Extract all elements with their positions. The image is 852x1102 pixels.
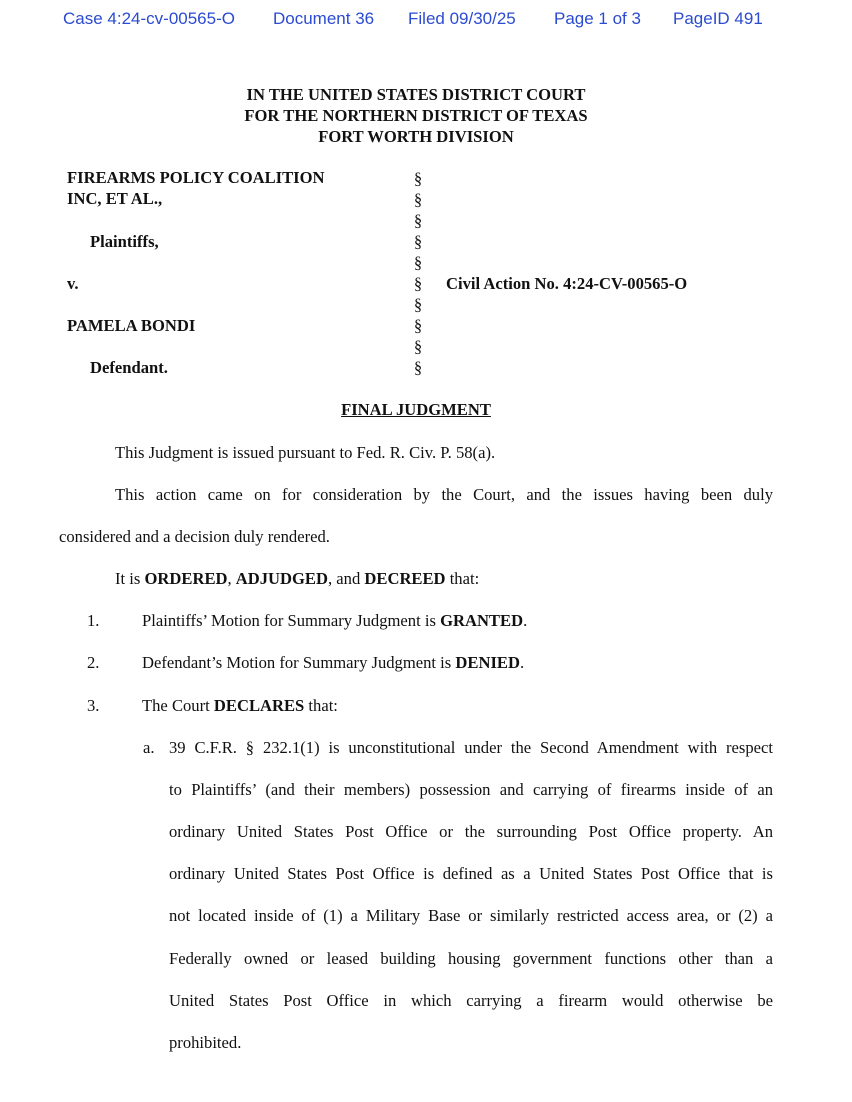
plaintiffs-label: Plaintiffs, <box>90 232 159 251</box>
section-symbol: § <box>413 316 423 335</box>
document-title: FINAL JUDGMENT <box>341 400 491 419</box>
case-number: Case 4:24-cv-00565-O <box>63 9 235 28</box>
section-symbol: § <box>413 169 423 188</box>
court-heading <box>0 84 832 147</box>
plaintiff-name-line-2: INC, ET AL., <box>67 189 163 208</box>
section-symbol: § <box>413 190 423 209</box>
section-symbol: § <box>413 358 423 377</box>
section-symbol: § <box>413 253 423 272</box>
filed-date: Filed 09/30/25 <box>408 9 516 28</box>
subitem-line: ordinary United States Post Office or the surrounding Post Office property. An <box>169 822 773 841</box>
section-symbol-column <box>412 168 424 378</box>
paragraph-consideration-line-1: This action came on for consideration by the Court, and the issues having been duly <box>115 485 773 504</box>
paragraph-ordered: It is ORDERED, ADJUDGED, and DECREED that: <box>115 569 480 588</box>
list-item-number: 2. <box>87 653 100 672</box>
filing-header <box>0 9 852 33</box>
subitem-line: 39 C.F.R. § 232.1(1) is unconstitutional under the Second Amendment with respect <box>169 738 773 757</box>
page-id: PageID 491 <box>673 9 763 28</box>
subitem-line: prohibited. <box>169 1033 242 1052</box>
defendant-name: PAMELA BONDI <box>67 316 196 335</box>
subitem-line: to Plaintiffs’ (and their members) possession and carrying of firearms inside of an <box>169 780 773 799</box>
list-item: Plaintiffs’ Motion for Summary Judgment is GRANTED. <box>142 611 528 630</box>
page-indicator: Page 1 of 3 <box>554 9 641 28</box>
subitem-line: United States Post Office in which carrying a firearm would otherwise be <box>169 991 773 1010</box>
paragraph-consideration-line-2: considered and a decision duly rendered. <box>59 527 330 546</box>
subitem-line: Federally owned or leased building housing government functions other than a <box>169 949 773 968</box>
court-line-1: IN THE UNITED STATES DISTRICT COURT <box>246 85 586 104</box>
list-item-number: 3. <box>87 696 100 715</box>
court-line-2: FOR THE NORTHERN DISTRICT OF TEXAS <box>244 106 588 125</box>
plaintiff-name-line-1: FIREARMS POLICY COALITION <box>67 168 325 187</box>
defendant-label: Defendant. <box>90 358 168 377</box>
subitem-line: ordinary United States Post Office is defined as a United States Post Office that is <box>169 864 773 883</box>
section-symbol: § <box>413 274 423 293</box>
list-item: Defendant’s Motion for Summary Judgment is DENIED. <box>142 653 525 672</box>
list-item-number: 1. <box>87 611 100 630</box>
court-line-3: FORT WORTH DIVISION <box>318 127 514 146</box>
section-symbol: § <box>413 211 423 230</box>
section-symbol: § <box>413 337 423 356</box>
paragraph-rule-58: This Judgment is issued pursuant to Fed. R. Civ. P. 58(a). <box>115 443 496 462</box>
section-symbol: § <box>413 232 423 251</box>
document-number: Document 36 <box>273 9 375 28</box>
section-symbol: § <box>413 295 423 314</box>
civil-action-number: Civil Action No. 4:24-CV-00565-O <box>446 274 688 293</box>
subitem-line: not located inside of (1) a Military Base or similarly restricted access area, or (2) a <box>169 906 773 925</box>
list-item: The Court DECLARES that: <box>142 696 338 715</box>
subitem-label: a. <box>143 738 155 757</box>
versus: v. <box>67 274 79 293</box>
